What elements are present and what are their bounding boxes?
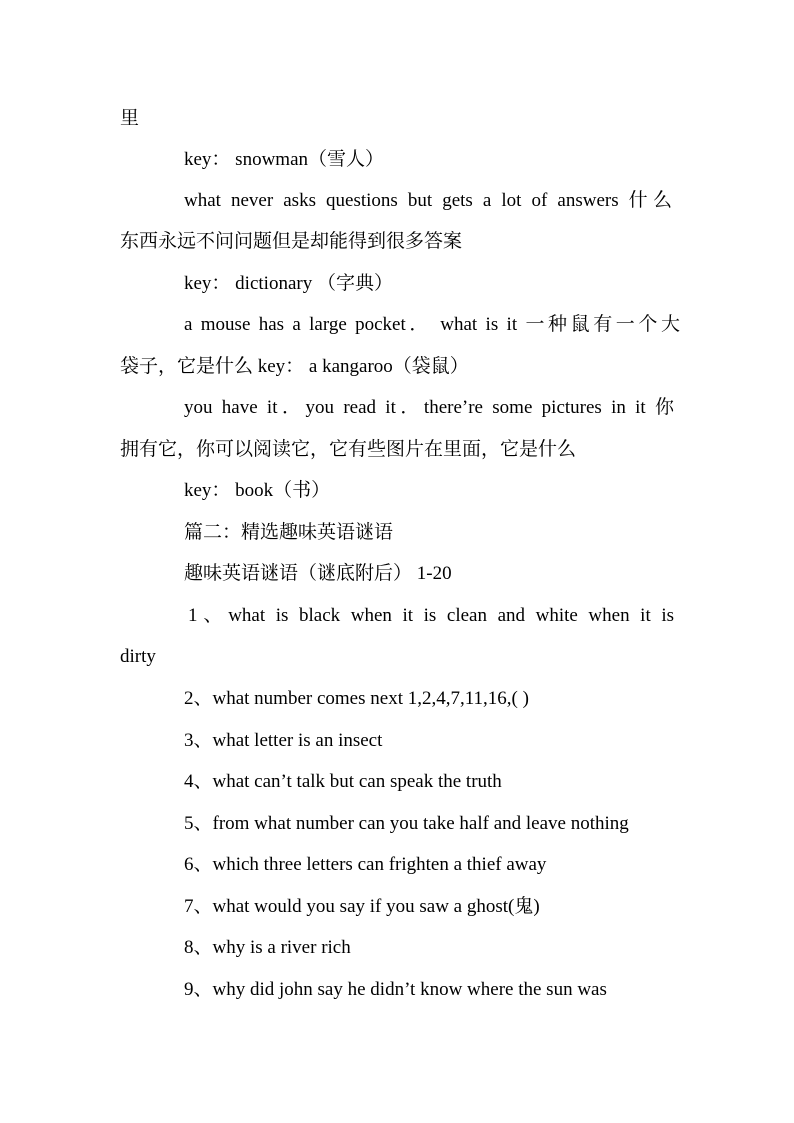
text-line: dirty (120, 646, 156, 667)
riddle-item: 6、which three letters can frighten a thief away (184, 854, 547, 875)
text-line: what never asks questions but gets a lot of answers 什么 (184, 190, 672, 211)
text-line: 里 (120, 108, 140, 129)
riddle-item: 8、why is a river rich (184, 937, 351, 958)
riddle-item: 1、what is black when it is clean and white when it is (188, 605, 674, 626)
riddle-item: 7、what would you say if you saw a ghost(鬼) (184, 896, 540, 917)
text-line: 袋子，它是什么 key： a kangaroo（袋鼠） (120, 356, 469, 377)
text-line: 拥有它，你可以阅读它，它有些图片在里面，它是什么 (120, 439, 577, 460)
text-line: key： dictionary （字典） (184, 273, 393, 294)
text-line: key： snowman（雪人） (184, 149, 385, 170)
section-subheading: 趣味英语谜语（谜底附后） 1-20 (184, 563, 452, 584)
text-line: a mouse has a large pocket． what is it 一种鼠有一个大 (184, 314, 680, 335)
text-line: you have it．you read it．there’re some pictures in it 你 (184, 397, 674, 418)
riddle-item: 4、what can’t talk but can speak the truth (184, 771, 502, 792)
text-line: key： book（书） (184, 480, 331, 501)
riddle-item: 3、what letter is an insect (184, 730, 383, 751)
riddle-item: 5、from what number can you take half and leave nothing (184, 813, 629, 834)
riddle-item: 2、what number comes next 1,2,4,7,11,16,( ) (184, 688, 529, 709)
section-heading: 篇二：精选趣味英语谜语 (184, 522, 394, 543)
text-line: 东西永远不问问题但是却能得到很多答案 (120, 231, 463, 252)
riddle-item: 9、why did john say he didn’t know where the sun was (184, 979, 607, 1000)
